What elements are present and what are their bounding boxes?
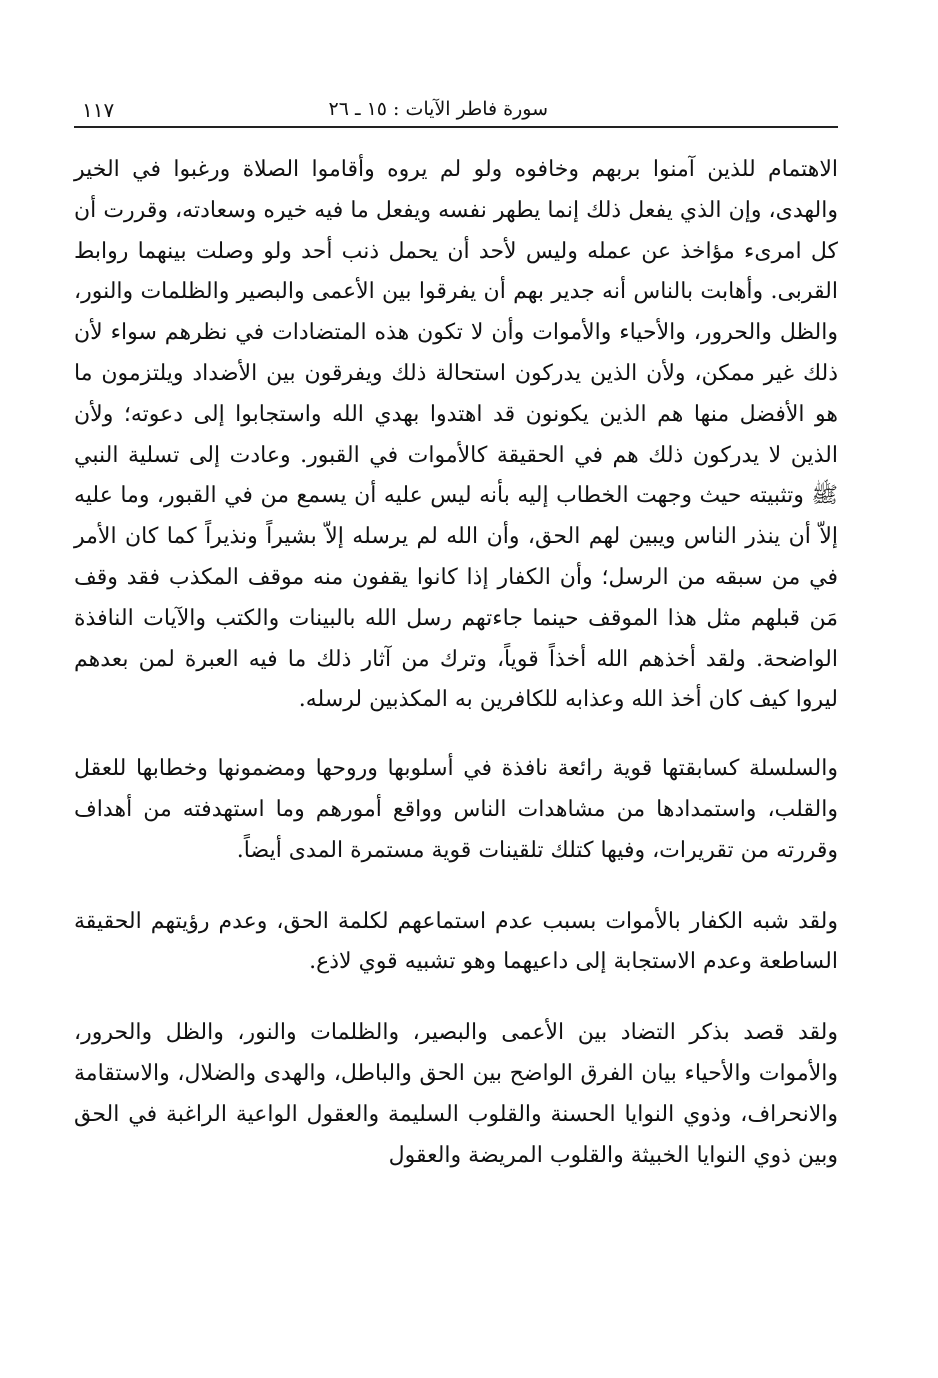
page-number: ١١٧ xyxy=(82,98,115,122)
body-paragraph-2: والسلسلة كسابقتها قوية رائعة نافذة في أسلوبها وروحها ومضمونها وخطابها للعقل والقلب، واستمدادها من مشاهدات الناس وواقع أمورهم وما استهدفته من أهداف وقررته من تقريرات، وفيها كتلك تلقينات قوية مستمرة المدى أيضاً. xyxy=(74,756,838,863)
paragraph-gap xyxy=(74,872,838,902)
book-page xyxy=(74,96,838,1176)
running-title: سورة فاطر الآيات : ١٥ ـ ٢٦ xyxy=(328,98,548,120)
body-paragraph-1: الاهتمام للذين آمنوا بربهم وخافوه ولو لم يروه وأقاموا الصلاة ورغبوا في الخير والهدى، وإن الذي يفعل ذلك إنما يطهر نفسه ويفعل ما فيه خيره وسعادته، وقررت أن كل امرىء مؤاخذ عن عمله وليس لأحد أن يحمل ذنب أحد ولو وصلت بينهما روابط القربى. وأهابت بالناس أنه جدير بهم أن يفرقوا بين الأعمى والبصير والظلمات والنور، والظل والحرور، والأحياء والأموات وأن لا تكون هذه المتضادات في نظرهم سواء لأن ذلك غير ممكن، ولأن الذين يدركون استحالة ذلك ويفرقون بين الأضداد ويلتزمون ما هو الأفضل منها هم الذين يكونون قد اهتدوا بهدي الله واستجابوا إلى دعوته؛ ولأن الذين لا يدركون ذلك هم في الحقيقة كالأموات في القبور. وعادت إلى تسلية النبي ﷺ وتثبيته حيث وجهت الخطاب إليه بأنه ليس عليه أن يسمع من في القبور، وما عليه إلاّ أن ينذر الناس ويبين لهم الحق، وأن الله لم يرسله إلاّ بشيراً ونذيراً كما كان الأمر في من سبقه من الرسل؛ وأن الكفار إذا كانوا يقفون منه موقف المكذب فقد وقف مَن قبلهم مثل هذا الموقف حينما جاءتهم رسل الله بالبينات والكتب والآيات النافذة الواضحة. ولقد أخذهم الله أخذاً قوياً، وترك من آثار ذلك ما فيه العبرة لمن بعدهم ليروا كيف كان أخذ الله وعذابه للكافرين به المكذبين لرسله. xyxy=(74,157,839,713)
body-paragraph-3: ولقد شبه الكفار بالأموات بسبب عدم استماعهم لكلمة الحق، وعدم رؤيتهم الحقيقة الساطعة وعدم الاستجابة إلى داعيهما وهو تشبيه قوي لاذع. xyxy=(74,908,838,975)
paragraph-gap xyxy=(74,721,838,749)
paragraph-gap xyxy=(74,983,838,1013)
page-header xyxy=(74,96,838,128)
body-paragraph-4: ولقد قصد بذكر التضاد بين الأعمى والبصير، والظلمات والنور، والظل والحرور، والأموات والأحياء بيان الفرق الواضح بين الحق والباطل، والهدى والضلال، والاستقامة والانحراف، وذوي النوايا الحسنة والقلوب السليمة والعقول الواعية الراغبة في الحق وبين ذوي النوايا الخبيثة والقلوب المريضة والعقول xyxy=(74,1020,838,1168)
